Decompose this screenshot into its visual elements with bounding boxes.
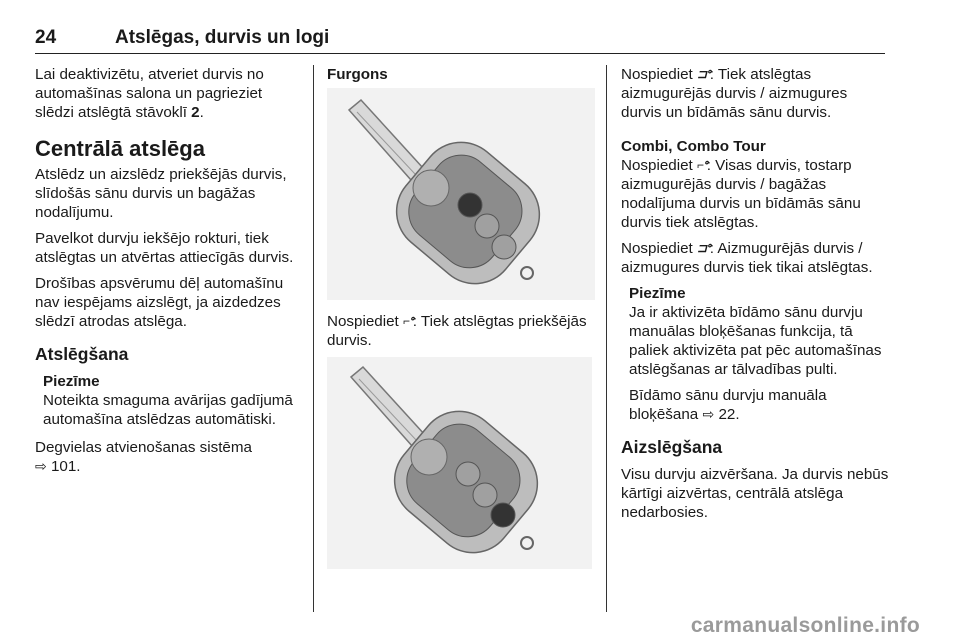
intro-paragraph — [35, 65, 303, 122]
paragraph-1: Atslēdz un aizslēdz priekšējās durvis, slīdošās sānu durvis un bagāžas nodalījumu. — [35, 166, 287, 221]
key-fob-illustration — [327, 88, 595, 300]
key-fob-image-2 — [327, 357, 592, 569]
caption-1-post: : Tiek atslēgtas priekšējās durvis. — [327, 313, 587, 349]
subheading-combi: Combi, Combo Tour — [621, 138, 766, 155]
note-text-3 — [629, 386, 891, 424]
column-divider-1 — [313, 65, 314, 612]
key-fob-image-1 — [327, 88, 595, 300]
intro-bold: 2 — [191, 104, 200, 121]
col3-p1-pre: Nospiediet — [621, 66, 693, 83]
page-ref-link[interactable]: 101. — [50, 458, 81, 475]
col3-p3-post: : Aizmugurējās durvis / aizmugures durvis tiek tikai atslēgtas. — [621, 240, 873, 276]
caption-1 — [327, 312, 597, 350]
page-number: 24 — [35, 27, 57, 48]
unlock-front-icon: ⌐ᐤ — [403, 314, 413, 328]
unlock-front-icon-2: ⌐ᐤ — [697, 158, 707, 172]
col3-p1-post: : Tiek atslēgtas aizmugurējās durvis / aizmugures durvis un bīdāmās sānu durvis. — [621, 66, 848, 121]
col3-paragraph-3 — [621, 239, 891, 277]
note-text-3-body: Bīdāmo sānu durvju manuāla bloķēšana — [629, 387, 827, 423]
note-title: Piezīme — [43, 373, 100, 390]
column-3 — [621, 65, 891, 529]
note-box-2 — [629, 284, 891, 424]
col3-paragraph-1 — [621, 65, 891, 122]
column-divider-2 — [606, 65, 607, 612]
unlock-rear-icon-2: ⊐ᐤ — [697, 241, 710, 255]
paragraph-4-text: Degvielas atvienošanas sistēma — [35, 439, 252, 456]
note-title-2: Piezīme — [629, 285, 686, 302]
paragraph-4 — [35, 438, 303, 476]
note-box — [43, 372, 303, 429]
paragraph-3: Drošības apsvērumu dēļ automašīnu nav iespējams aizslēgt, ja aizdedzes slēdzī atrodas atslēga. — [35, 275, 284, 330]
watermark: carmanualsonline.info — [690, 614, 920, 637]
subheading-furgons: Furgons — [327, 66, 388, 83]
caption-1-pre: Nospiediet — [327, 313, 399, 330]
col3-paragraph-4: Visu durvju aizvēršana. Ja durvis nebūs kārtīgi aizvērtas, centrālā atslēga nedarbosies. — [621, 466, 889, 521]
subsection-heading: Atslēgšana — [35, 344, 129, 364]
intro-end: . — [199, 104, 204, 121]
key-fob-illustration-2 — [327, 357, 592, 569]
col3-paragraph-2 — [621, 156, 891, 232]
page-ref-icon-2: ⇨ — [702, 406, 715, 422]
subsection-heading-2: Aizslēgšana — [621, 437, 723, 457]
intro-text: Lai deaktivizētu, atveriet durvis no automašīnas salona un pagrieziet slēdzi atslēgtā stāvoklī — [35, 66, 264, 121]
column-1 — [35, 65, 303, 483]
section-heading: Centrālā atslēga — [35, 136, 205, 161]
unlock-rear-icon: ⊐ᐤ — [697, 67, 710, 81]
page-header — [35, 27, 885, 54]
page-ref-icon: ⇨ — [35, 458, 47, 474]
col3-p3-pre: Nospiediet — [621, 240, 693, 257]
page-ref-link-2[interactable]: 22. — [718, 406, 740, 423]
col3-p2-post: : Visas durvis, tostarp aizmugurējās durvis / bagāžas nodalījuma durvis un bīdāmās sānu durvis tiek atslēgtas. — [621, 157, 861, 231]
note-text-2: Ja ir aktivizēta bīdāmo sānu durvju manuālas bloķēšanas funkcija, tā paliek aktivizēta pat pēc automašīnas atslēgšanas ar tālvadības pulti. — [629, 304, 882, 378]
running-title: Atslēgas, durvis un logi — [115, 27, 330, 48]
paragraph-2: Pavelkot durvju iekšējo rokturi, tiek atslēgtas un atvērtas attiecīgās durvis. — [35, 230, 294, 266]
col3-p2-pre: Nospiediet — [621, 157, 693, 174]
column-2 — [327, 65, 597, 581]
note-text: Noteikta smaguma avārijas gadījumā automašīna atslēdzas automātiski. — [43, 392, 293, 428]
